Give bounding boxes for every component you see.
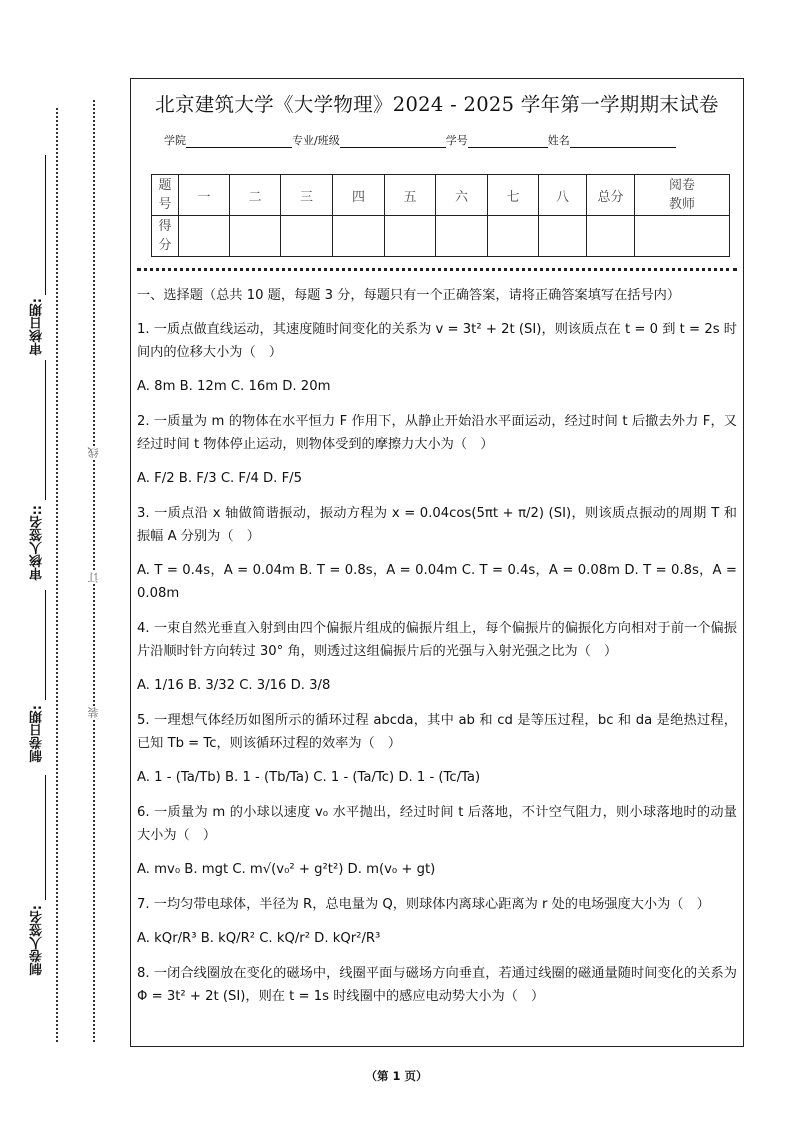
column-header: 三 [281, 175, 333, 216]
score-cell[interactable] [539, 216, 587, 257]
exam-page-frame [130, 78, 744, 1047]
binding-dotted-line-outer [56, 108, 58, 1042]
column-header: 四 [333, 175, 385, 216]
student-id-field[interactable] [468, 135, 548, 148]
column-header: 一 [179, 175, 230, 216]
score-cell-grader[interactable] [635, 216, 730, 257]
header-line: 教师 [668, 197, 695, 212]
header-char: 分 [158, 238, 172, 253]
college-label: 学院 [164, 134, 186, 147]
score-cell[interactable] [230, 216, 281, 257]
column-header: 五 [385, 175, 436, 216]
page-number: （第 1 页） [365, 1069, 428, 1083]
score-table-score-row [152, 216, 730, 257]
score-table-header-row [152, 175, 730, 216]
binding-char-line: 线 [87, 447, 100, 458]
score-cell[interactable] [281, 216, 333, 257]
header-line: 阅卷 [668, 178, 695, 193]
major-class-label: 专业/班级 [292, 134, 340, 147]
column-header: 六 [436, 175, 488, 216]
header-char: 号 [158, 197, 172, 212]
score-cell[interactable] [333, 216, 385, 257]
college-field[interactable] [186, 135, 292, 148]
signature-line [45, 360, 46, 500]
score-cell[interactable] [436, 216, 488, 257]
column-header: 总分 [587, 175, 635, 216]
student-info-row [164, 132, 676, 148]
question-2: 2. 一质量为 m 的物体在水平恒力 F 作用下，从静止开始沿水平面运动，经过时间 t 后撤去外力 F，又经过时间 t 物体停止运动，则物体受到的摩擦力大小为（ ） [137, 414, 737, 452]
binding-char-bind: 装 [87, 707, 100, 718]
question-7: 7. 一均匀带电球体，半径为 R，总电量为 Q，则球体内离球心距离为 r 处的电场强度大小为（ ） [137, 897, 710, 912]
major-class-field[interactable] [340, 135, 446, 148]
dotted-separator [137, 268, 737, 271]
compile-date-label: 制卷日期: [27, 705, 49, 762]
questions-section [137, 284, 737, 1019]
header-char: 题 [158, 178, 172, 193]
score-cell-total[interactable] [587, 216, 635, 257]
signature-line [45, 775, 46, 900]
question-7-options: A. kQr/R³ B. kQ/R² C. kQ/r² D. kQr²/R³ [137, 931, 381, 946]
grader-header [635, 175, 730, 216]
column-header: 七 [488, 175, 539, 216]
question-1-options: A. 8m B. 12m C. 16m D. 20m [137, 379, 331, 394]
score-table [151, 174, 730, 257]
question-2-options: A. F/2 B. F/3 C. F/4 D. F/5 [137, 471, 302, 486]
column-header: 二 [230, 175, 281, 216]
name-label: 姓名 [547, 134, 570, 147]
question-8: 8. 一闭合线圈放在变化的磁场中，线圈平面与磁场方向垂直，若通过线圈的磁通量随时间变化的关系为 Φ = 3t² + 2t (SI)，则在 t = 1s 时线圈中的感应电动势大小为（ ） [137, 966, 737, 1004]
signature-line [45, 155, 46, 295]
score-cell[interactable] [488, 216, 539, 257]
score-header [152, 216, 179, 257]
column-header: 八 [539, 175, 587, 216]
header-char: 得 [158, 219, 172, 234]
review-date-label: 审核日期: [27, 298, 49, 355]
question-4-options: A. 1/16 B. 3/32 C. 3/16 D. 3/8 [137, 678, 331, 693]
question-5: 5. 一理想气体经历如图所示的循环过程 abcda，其中 ab 和 cd 是等压过程，bc 和 da 是绝热过程，已知 Tb = Tc，则该循环过程的效率为（ ） [137, 713, 737, 751]
question-3: 3. 一质点沿 x 轴做简谐振动，振动方程为 x = 0.04cos(5πt + π/2) (SI)，则该质点振动的周期 T 和振幅 A 分别为（ ） [137, 506, 737, 544]
name-field[interactable] [570, 135, 676, 148]
question-3-options: A. T = 0.4s，A = 0.04m B. T = 0.8s，A = 0.04m C. T = 0.4s，A = 0.08m D. T = 0.8s，A = 0.08m [137, 563, 737, 601]
exam-title: 北京建筑大学《大学物理》2024 - 2025 学年第一学期期末试卷 [155, 93, 719, 116]
question-6: 6. 一质量为 m 的小球以速度 v₀ 水平抛出，经过时间 t 后落地，不计空气阻力，则小球落地时的动量大小为（ ） [137, 805, 737, 843]
question-4: 4. 一束自然光垂直入射到由四个偏振片组成的偏振片组上，每个偏振片的偏振化方向相对于前一个偏振片沿顺时针方向转过 30° 角，则透过这组偏振片后的光强与入射光强之比为（ ） [137, 621, 737, 659]
question-number-header [152, 175, 179, 216]
reviewer-signature-label: 审核人签名:: [27, 505, 49, 580]
binding-char-order: 订 [87, 572, 100, 583]
score-cell[interactable] [179, 216, 230, 257]
student-id-label: 学号 [445, 134, 468, 147]
section-heading: 一、选择题（总共 10 题，每题 3 分，每题只有一个正确答案，请将正确答案填写在括号内） [137, 288, 681, 303]
binding-dotted-line-inner [93, 100, 95, 1042]
question-1: 1. 一质点做直线运动，其速度随时间变化的关系为 v = 3t² + 2t (SI)，则该质点在 t = 0 到 t = 2s 时间内的位移大小为（ ） [137, 322, 737, 360]
score-cell[interactable] [385, 216, 436, 257]
question-5-options: A. 1 - (Ta/Tb) B. 1 - (Tb/Ta) C. 1 - (Ta/Tc) D. 1 - (Tc/Ta) [137, 770, 481, 785]
compiler-signature-label: 制卷人签名: [27, 905, 49, 975]
question-6-options: A. mv₀ B. mgt C. m√(v₀² + g²t²) D. m(v₀ + gt) [137, 862, 436, 877]
signature-line [45, 590, 46, 700]
